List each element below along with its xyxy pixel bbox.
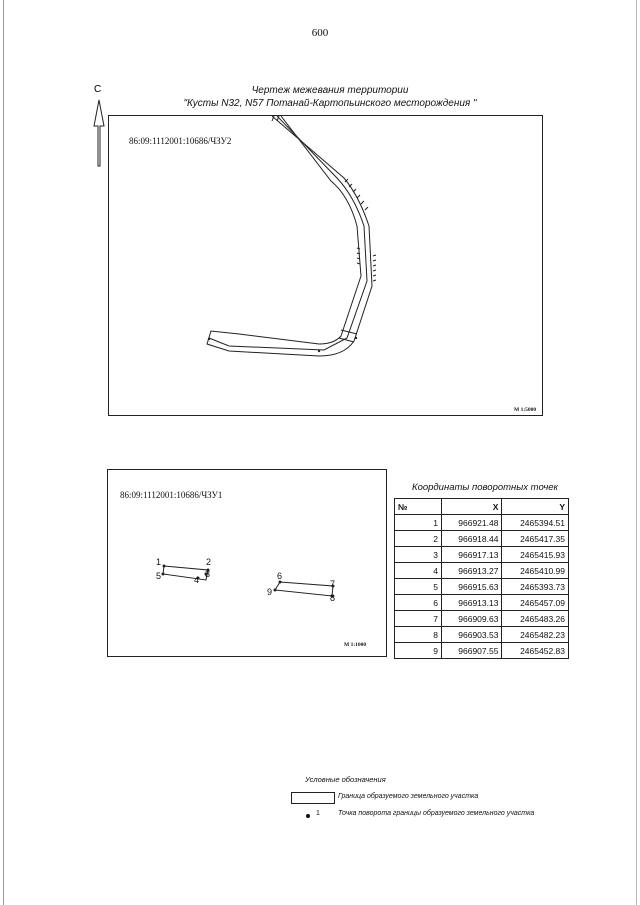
row-x: 966909.63 xyxy=(442,611,502,627)
legend-point-text: Точка поворота границы образуемого земельного участка xyxy=(338,810,535,817)
coordinates-title: Координаты поворотных точек xyxy=(411,482,559,493)
table-row xyxy=(395,515,569,531)
table-row xyxy=(395,595,569,611)
row-x: 966913.13 xyxy=(442,595,502,611)
row-no: 3 xyxy=(395,547,442,563)
top-parcel-outline xyxy=(109,116,542,415)
page-number: 600 xyxy=(311,27,329,39)
bottom-parcel-label: 86:09:1112001:10686/ЧЗУ1 xyxy=(120,490,223,500)
table-row xyxy=(395,627,569,643)
coordinates-table xyxy=(394,498,569,659)
point-label-8: 8 xyxy=(330,593,336,603)
table-row xyxy=(395,611,569,627)
row-y: 2465393.73 xyxy=(502,579,569,595)
row-y: 2465483.26 xyxy=(502,611,569,627)
table-row xyxy=(395,547,569,563)
row-y: 2465410.99 xyxy=(502,563,569,579)
drawing-title-line2: "Кусты N32, N57 Потанай-Картопьинского месторождения " xyxy=(183,98,477,109)
point-label-4: 4 xyxy=(194,575,200,585)
page-edge-left xyxy=(3,0,4,905)
drawing-title-line1: Чертеж межевания территории xyxy=(251,85,409,96)
table-row xyxy=(395,563,569,579)
legend-boundary-swatch xyxy=(291,792,335,804)
row-no: 7 xyxy=(395,611,442,627)
header-y: Y xyxy=(502,499,569,515)
point-label-7: 7 xyxy=(330,579,336,589)
row-y: 2465482.23 xyxy=(502,627,569,643)
north-arrow-icon xyxy=(92,82,106,168)
row-y: 2465415.93 xyxy=(502,547,569,563)
legend-title: Условные обозначения xyxy=(305,775,386,784)
point-label-1: 1 xyxy=(156,557,162,567)
row-x: 966921.48 xyxy=(442,515,502,531)
row-x: 966913.27 xyxy=(442,563,502,579)
point-label-6: 6 xyxy=(277,571,283,581)
top-scale-label: M 1:5000 xyxy=(514,407,537,413)
row-y: 2465417.35 xyxy=(502,531,569,547)
row-x: 966907.55 xyxy=(442,643,502,659)
header-x: X xyxy=(442,499,502,515)
row-no: 1 xyxy=(395,515,442,531)
row-y: 2465457.09 xyxy=(502,595,569,611)
north-label: С xyxy=(94,84,102,95)
point-label-9: 9 xyxy=(267,587,273,597)
table-row xyxy=(395,643,569,659)
top-parcel-label: 86:09:1112001:10686/ЧЗУ2 xyxy=(129,136,232,146)
bottom-drawing-frame xyxy=(107,469,387,657)
table-row xyxy=(395,579,569,595)
row-y: 2465394.51 xyxy=(502,515,569,531)
row-no: 4 xyxy=(395,563,442,579)
row-y: 2465452.83 xyxy=(502,643,569,659)
page-edge-right xyxy=(636,0,637,905)
legend-point-number: 1 xyxy=(316,810,320,817)
table-row xyxy=(395,531,569,547)
row-no: 9 xyxy=(395,643,442,659)
bottom-parcel-outlines xyxy=(108,470,386,656)
row-no: 2 xyxy=(395,531,442,547)
row-x: 966915.63 xyxy=(442,579,502,595)
row-x: 966917.13 xyxy=(442,547,502,563)
row-no: 5 xyxy=(395,579,442,595)
row-no: 8 xyxy=(395,627,442,643)
top-drawing-frame xyxy=(108,115,543,416)
row-x: 966903.53 xyxy=(442,627,502,643)
row-x: 966918.44 xyxy=(442,531,502,547)
point-label-2: 2 xyxy=(206,557,212,567)
bottom-scale-label: M 1:1000 xyxy=(344,642,367,648)
row-no: 6 xyxy=(395,595,442,611)
point-label-5: 5 xyxy=(156,571,162,581)
legend-boundary-text: Граница образуемого земельного участка xyxy=(338,793,479,800)
header-no: № xyxy=(395,499,442,515)
point-label-3: 3 xyxy=(205,569,211,579)
table-header-row xyxy=(395,499,569,515)
legend-point-icon xyxy=(306,814,310,818)
